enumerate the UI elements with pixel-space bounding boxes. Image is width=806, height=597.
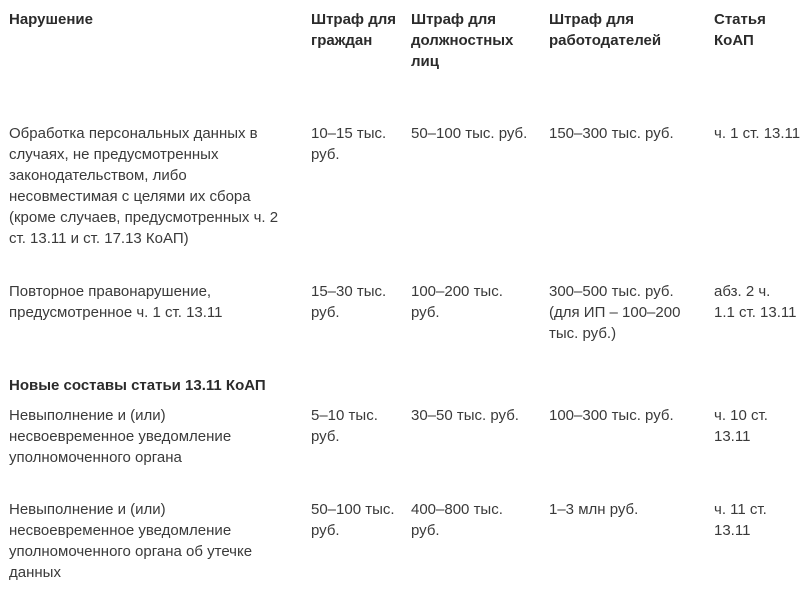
row-article: ч. 11 ст. 13.11 [714,501,767,539]
header-fine-employers: Штраф для работодателей [549,11,662,49]
row-fine-employers: 100–300 тыс. руб. [549,407,674,424]
row-fine-officials: 100–200 тыс. руб. [411,283,503,321]
row-violation: Повторное правонарушение, предусмотренное ч. 1 ст. 13.11 [9,283,223,321]
header-fine-citizens: Штраф для граждан [311,11,397,49]
row-fine-citizens: 50–100 тыс. руб. [311,501,395,539]
row-violation: Невыполнение и (или) несвоевременное уведомление уполномоченного органа [9,407,232,466]
row-fine-citizens: 15–30 тыс. руб. [311,283,387,321]
row-fine-employers: 1–3 млн руб. [549,501,639,518]
row-fine-officials: 30–50 тыс. руб. [411,407,519,424]
row-violation: Невыполнение и (или) несвоевременное уведомление уполномоченного органа об утечке данных [9,501,253,581]
section-title: Новые составы статьи 13.11 КоАП [9,377,266,394]
row-violation: Обработка персональных данных в случаях, не предусмотренных законодательством, либо несовместимая с целями их сбора (кроме случаев, предусмотренных ч. 2 ст. 13.11 и ст. 17.13 КоАП) [9,125,279,247]
row-article: ч. 10 ст. 13.11 [714,407,768,445]
header-fine-officials: Штраф для должностных лиц [411,11,514,70]
row-fine-citizens: 10–15 тыс. руб. [311,125,387,163]
row-fine-employers: 300–500 тыс. руб. (для ИП – 100–200 тыс. руб.) [549,283,681,342]
row-article: абз. 2 ч. 1.1 ст. 13.11 [714,283,797,321]
header-article: Статья КоАП [714,11,766,49]
row-fine-employers: 150–300 тыс. руб. [549,125,674,142]
row-fine-officials: 50–100 тыс. руб. [411,125,528,142]
row-article: ч. 1 ст. 13.11 [714,125,801,142]
row-fine-officials: 400–800 тыс. руб. [411,501,503,539]
header-violation: Нарушение [9,11,93,28]
row-fine-citizens: 5–10 тыс. руб. [311,407,378,445]
